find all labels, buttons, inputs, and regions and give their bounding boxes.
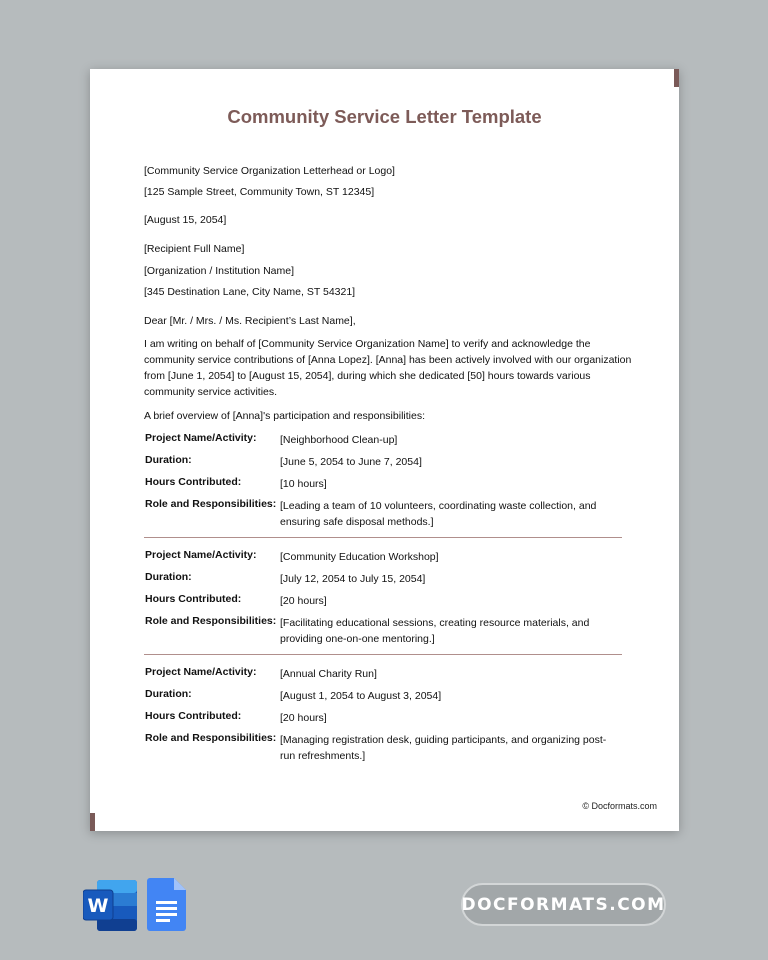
duration-label: Duration: <box>145 454 192 466</box>
role-label: Role and Responsibilities: <box>145 615 277 627</box>
project-label: Project Name/Activity: <box>145 432 257 444</box>
project-value: [Community Education Workshop] <box>280 551 439 563</box>
svg-text:W: W <box>87 895 109 917</box>
copyright-notice: © Docformats.com <box>582 801 657 811</box>
duration-label: Duration: <box>145 571 192 583</box>
recipient-name: [Recipient Full Name] <box>144 243 245 255</box>
section-divider <box>144 537 622 538</box>
hours-label: Hours Contributed: <box>145 710 242 722</box>
sender-letterhead: [Community Service Organization Letterhead or Logo] <box>144 165 395 177</box>
role-label: Role and Responsibilities: <box>145 732 277 744</box>
section-divider <box>144 654 622 655</box>
corner-accent <box>674 69 679 87</box>
letter-date: [August 15, 2054] <box>144 214 227 226</box>
role-label: Role and Responsibilities: <box>145 498 277 510</box>
overview-intro: A brief overview of [Anna]'s participation and responsibilities: <box>144 410 425 422</box>
corner-accent <box>90 813 95 831</box>
duration-value: [August 1, 2054 to August 3, 2054] <box>280 690 442 702</box>
hours-value: [20 hours] <box>280 712 327 724</box>
project-label: Project Name/Activity: <box>145 549 257 561</box>
salutation: Dear [Mr. / Mrs. / Ms. Recipient’s Last Name], <box>144 315 356 327</box>
duration-label: Duration: <box>145 688 192 700</box>
role-value: [Managing registration desk, guiding participants, and organizing post-run refreshments.] <box>280 734 607 762</box>
project-label: Project Name/Activity: <box>145 666 257 678</box>
body-paragraph: I am writing on behalf of [Community Service Organization Name] to verify and acknowledge the community service contributions of [Anna Lopez]. [Anna] has been actively involved with our organization from [June 1, 2054] to [August 15, 2054], during which she dedicated [50] hours towards various community service activities. <box>144 338 632 398</box>
recipient-organization: [Organization / Institution Name] <box>144 265 294 277</box>
document-page <box>90 69 679 831</box>
hours-value: [10 hours] <box>280 478 327 490</box>
role-value: [Facilitating educational sessions, creating resource materials, and providing one-on-one mentoring.] <box>280 617 590 645</box>
hours-label: Hours Contributed: <box>145 476 242 488</box>
duration-value: [July 12, 2054 to July 15, 2054] <box>280 573 426 585</box>
hours-value: [20 hours] <box>280 595 327 607</box>
google-docs-icon[interactable] <box>147 878 186 931</box>
microsoft-word-icon[interactable] <box>83 880 137 931</box>
project-value: [Annual Charity Run] <box>280 668 377 680</box>
role-value: [Leading a team of 10 volunteers, coordinating waste collection, and ensuring safe disposal methods.] <box>280 500 597 528</box>
project-value: [Neighborhood Clean-up] <box>280 434 398 446</box>
docformats-brand-button[interactable]: DOCFORMATS.COM <box>461 883 666 926</box>
sender-address: [125 Sample Street, Community Town, ST 12345] <box>144 186 375 198</box>
document-title: Community Service Letter Template <box>227 106 542 127</box>
recipient-address: [345 Destination Lane, City Name, ST 54321] <box>144 286 356 298</box>
hours-label: Hours Contributed: <box>145 593 242 605</box>
duration-value: [June 5, 2054 to June 7, 2054] <box>280 456 422 468</box>
